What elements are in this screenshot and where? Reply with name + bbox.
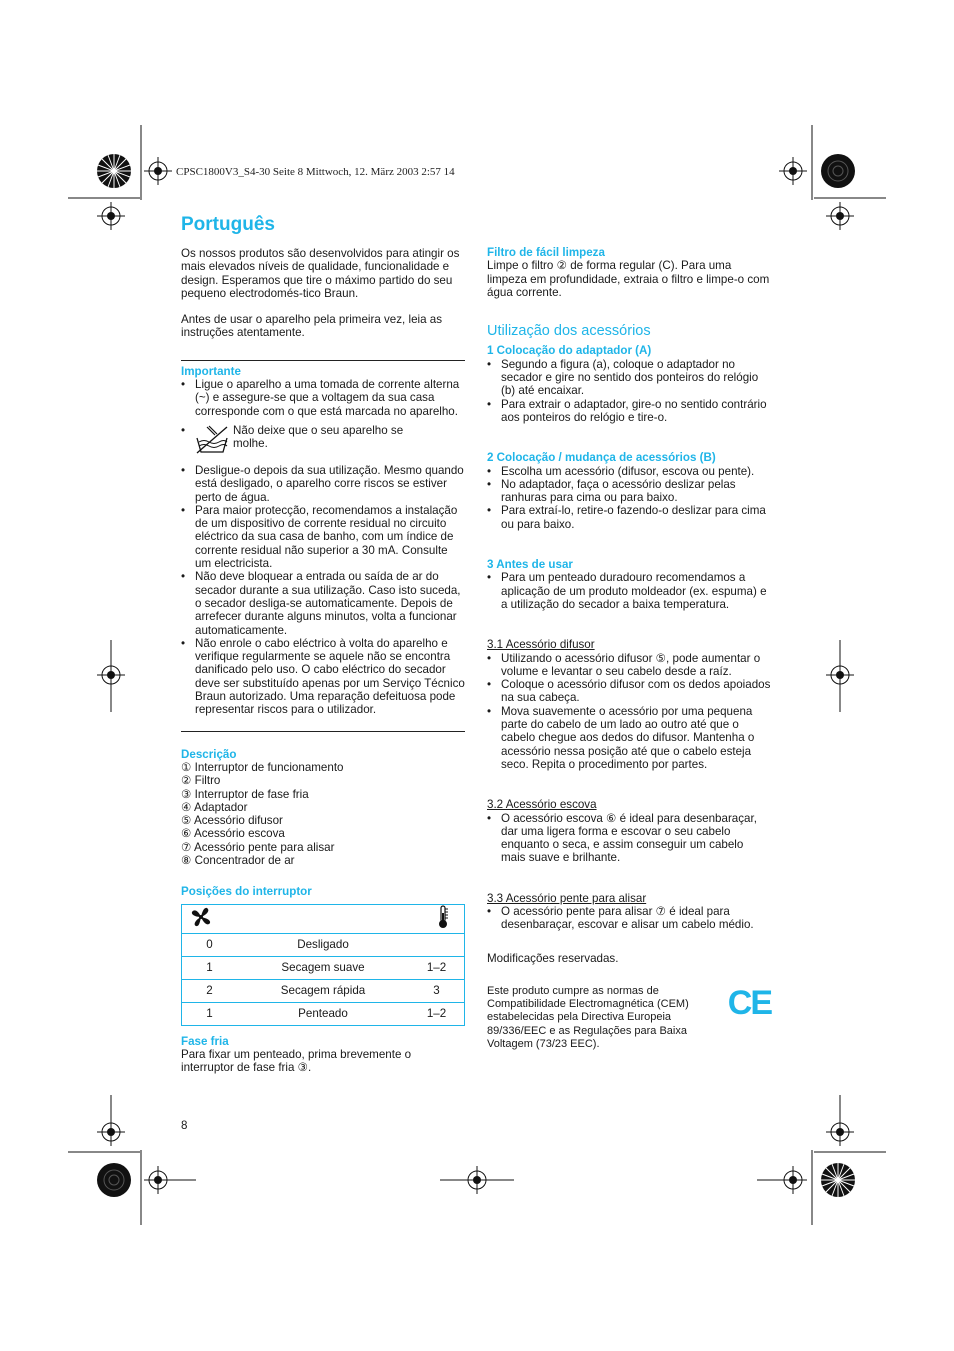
section-2-heading: 2 Colocação / mudança de acessórios (B)	[487, 451, 716, 465]
section-3-1-list	[487, 652, 771, 772]
thermometer-icon	[436, 905, 450, 929]
table-row: 1 Secagem suave 1–2	[182, 956, 464, 979]
list-item: • Não enrole o cabo eléctrico à volta do aparelho e verifique regularmente se aquele não se encontra danificado pelo uso. O cabo eléctrico do secador deve ser substituído apenas por um Serviço Técnico Braun autorizado. Uma reparação defeituosa pode representar riscos para o utilizador.	[181, 637, 465, 717]
registration-mark-right-upper	[826, 202, 854, 230]
intro-paragraph-2: Antes de usar o aparelho pela primeira vez, leia as instruções atentamente.	[181, 313, 443, 340]
accessories-heading: Utilização dos acessórios	[487, 323, 651, 340]
list-item: • Mova suavemente o acessório por uma pequena parte do cabelo de um lado ao outro até que o cabelo chegue aos dedos do difusor. Mantenha o acessório nessa posição até que o cabelo esteja seco. Repita o procedimento por partes.	[487, 705, 771, 771]
divider	[181, 731, 465, 732]
list-item: • O acessório escova ⑥ é ideal para desenbaraçar, dar uma ligera forma e escovar o seu cabelo enquanto o seca, e assim conseguir um cabelo mais suave e brilhante.	[487, 812, 771, 865]
list-item: • Desligue-o depois da sua utilização. Mesmo quando está desligado, o aparelho corre riscos se estiver perto de água.	[181, 464, 465, 504]
list-item: • Para um penteado duradouro recomendamos a aplicação de um produto moldeador (ex. espuma) e a utilização do secador a baixa temperatura.	[487, 571, 771, 611]
cold-shot-text: Para fixar um penteado, prima brevemente o interruptor de fase fria ③.	[181, 1047, 412, 1075]
ce-mark: CE	[727, 983, 771, 1022]
registration-mark-left-lower	[97, 1095, 125, 1146]
list-item: • Coloque o acessório difusor com os dedos apoiados na sua cabeça.	[487, 678, 771, 705]
filter-heading: Filtro de fácil limpeza	[487, 246, 605, 259]
page-title: Português	[181, 214, 275, 235]
list-item: • Para maior protecção, recomendamos a instalação de um dispositivo de corrente residual no circuito eléctrico da sua casa de banho, com um índice de corrente residual não superior a 30 mA. Consulte um electricista.	[181, 504, 465, 570]
modifications-note: Modificações reservadas.	[487, 951, 619, 965]
section-3-2-heading: 3.2 Acessório escova	[487, 798, 597, 812]
list-item: • Escolha um acessório (difusor, escova ou pente).	[487, 465, 771, 478]
section-3-heading: 3 Antes de usar	[487, 558, 573, 572]
section-1-list	[487, 358, 771, 424]
right-column	[487, 246, 771, 1051]
compliance-block	[487, 985, 771, 1051]
switch-positions-heading: Posições do interruptor	[181, 885, 312, 899]
page-number: 8	[181, 1119, 188, 1132]
registration-mark-left-middle	[97, 640, 125, 712]
section-1-heading: 1 Colocação do adaptador (A)	[487, 344, 652, 358]
section-3-list	[487, 571, 771, 611]
print-header: CPSC1800V3_S4-30 Seite 8 Mittwoch, 12. März 2003 2:57 14	[176, 166, 455, 178]
list-item: ⑦ Acessório pente para alisar	[181, 840, 335, 854]
list-item: • Para extrair o adaptador, gire-o no sentido contrário aos ponteiros do relógio e tire-o.	[487, 398, 771, 425]
cold-shot-heading: Fase fria	[181, 1034, 229, 1048]
compliance-text: Este produto cumpre as normas de Compatibilidade Electromagnética (CEM) estabelecidas pela Directiva Europeia 89/336/EEC e as Regulações para Baixa Voltagem (73/23 EEC).	[487, 984, 689, 1051]
filter-text: Limpe o filtro ② de forma regular (C). Para uma limpeza em profundidade, extraia o filtro e limpe-o com água corrente.	[487, 259, 770, 299]
registration-mark-top-left	[144, 157, 172, 185]
important-list-1	[181, 378, 465, 418]
important-list-2	[181, 464, 465, 717]
water-warning-text: Não deixe que o seu aparelho se molhe.	[233, 423, 404, 451]
description-list	[181, 761, 465, 867]
list-item: ① Interruptor de funcionamento	[181, 760, 344, 774]
section-3-2-list	[487, 812, 771, 865]
description-heading: Descrição	[181, 747, 237, 761]
list-item: ③ Interruptor de fase fria	[181, 787, 309, 801]
list-item: • Segundo a figura (a), coloque o adaptador no secador e gire no sentido dos ponteiros do relógio (b) até encaixar.	[487, 358, 771, 398]
starburst-top-left	[97, 154, 131, 188]
table-row: 0 Desligado	[182, 933, 464, 956]
list-item: • No adaptador, faça o acessório deslizar pelas ranhuras para cima ou para baixo.	[487, 478, 771, 505]
starburst-bottom-left	[97, 1163, 131, 1197]
list-item: ④ Adaptador	[181, 800, 248, 814]
registration-mark-top-right	[779, 157, 807, 185]
registration-mark-bottom-center	[440, 1166, 514, 1194]
list-item: • Utilizando o acessório difusor ⑤, pode aumentar o volume e levantar o seu cabelo desde a raíz.	[487, 652, 771, 679]
intro-paragraph-1: Os nossos produtos são desenvolvidos para atingir os mais elevados níveis de qualidade, funcionalidade e design. Esperamos que tire o máximo partido do seu pequeno electrodomés-tico Braun.	[181, 247, 460, 300]
table-row: 1 Penteado 1–2	[182, 1002, 464, 1025]
switch-positions-table	[181, 904, 465, 1026]
water-warning: • Não deixe que o seu aparelho se molhe.	[181, 424, 465, 456]
section-3-3-list	[487, 905, 771, 932]
registration-mark-left-upper	[97, 202, 125, 230]
registration-mark-bottom-left	[144, 1166, 196, 1194]
registration-mark-bottom-right	[757, 1166, 807, 1194]
left-column	[181, 247, 465, 1074]
starburst-top-right	[821, 154, 855, 188]
list-item: ⑥ Acessório escova	[181, 827, 285, 841]
list-item: • Não deve bloquear a entrada ou saída de ar do secador durante a sua utilização. Caso isto suceda, o secador desliga-se automaticamente. Depois de arrefecer durante alguns minutos, volta a funcionar automaticamente.	[181, 570, 465, 636]
list-item: ⑤ Acessório difusor	[181, 814, 283, 828]
list-item: • Para extraí-lo, retire-o fazendo-o deslizar para cima ou para baixo.	[487, 504, 771, 531]
list-item: • O acessório pente para alisar ⑦ é ideal para desenbaraçar, escovar e alisar um cabelo médio.	[487, 905, 771, 932]
section-3-3-heading: 3.3 Acessório pente para alisar	[487, 891, 647, 905]
section-3-1-heading: 3.1 Acessório difusor	[487, 638, 595, 652]
no-water-icon	[195, 424, 229, 456]
list-item: ⑧ Concentrador de ar	[181, 853, 295, 867]
registration-mark-right-middle	[826, 640, 854, 712]
important-heading: Importante	[181, 364, 241, 378]
list-item: • Ligue o aparelho a uma tomada de corrente alterna (~) e assegure-se que a voltagem da sua casa corresponde com o que está marcada no aparelho.	[181, 378, 465, 418]
fan-icon	[188, 906, 214, 928]
table-row: 2 Secagem rápida 3	[182, 979, 464, 1002]
table-header-row	[182, 905, 464, 933]
section-2-list	[487, 465, 771, 531]
list-item: ② Filtro	[181, 774, 221, 788]
divider	[181, 360, 465, 361]
registration-mark-right-lower	[826, 1095, 854, 1146]
starburst-bottom-right	[821, 1163, 855, 1197]
